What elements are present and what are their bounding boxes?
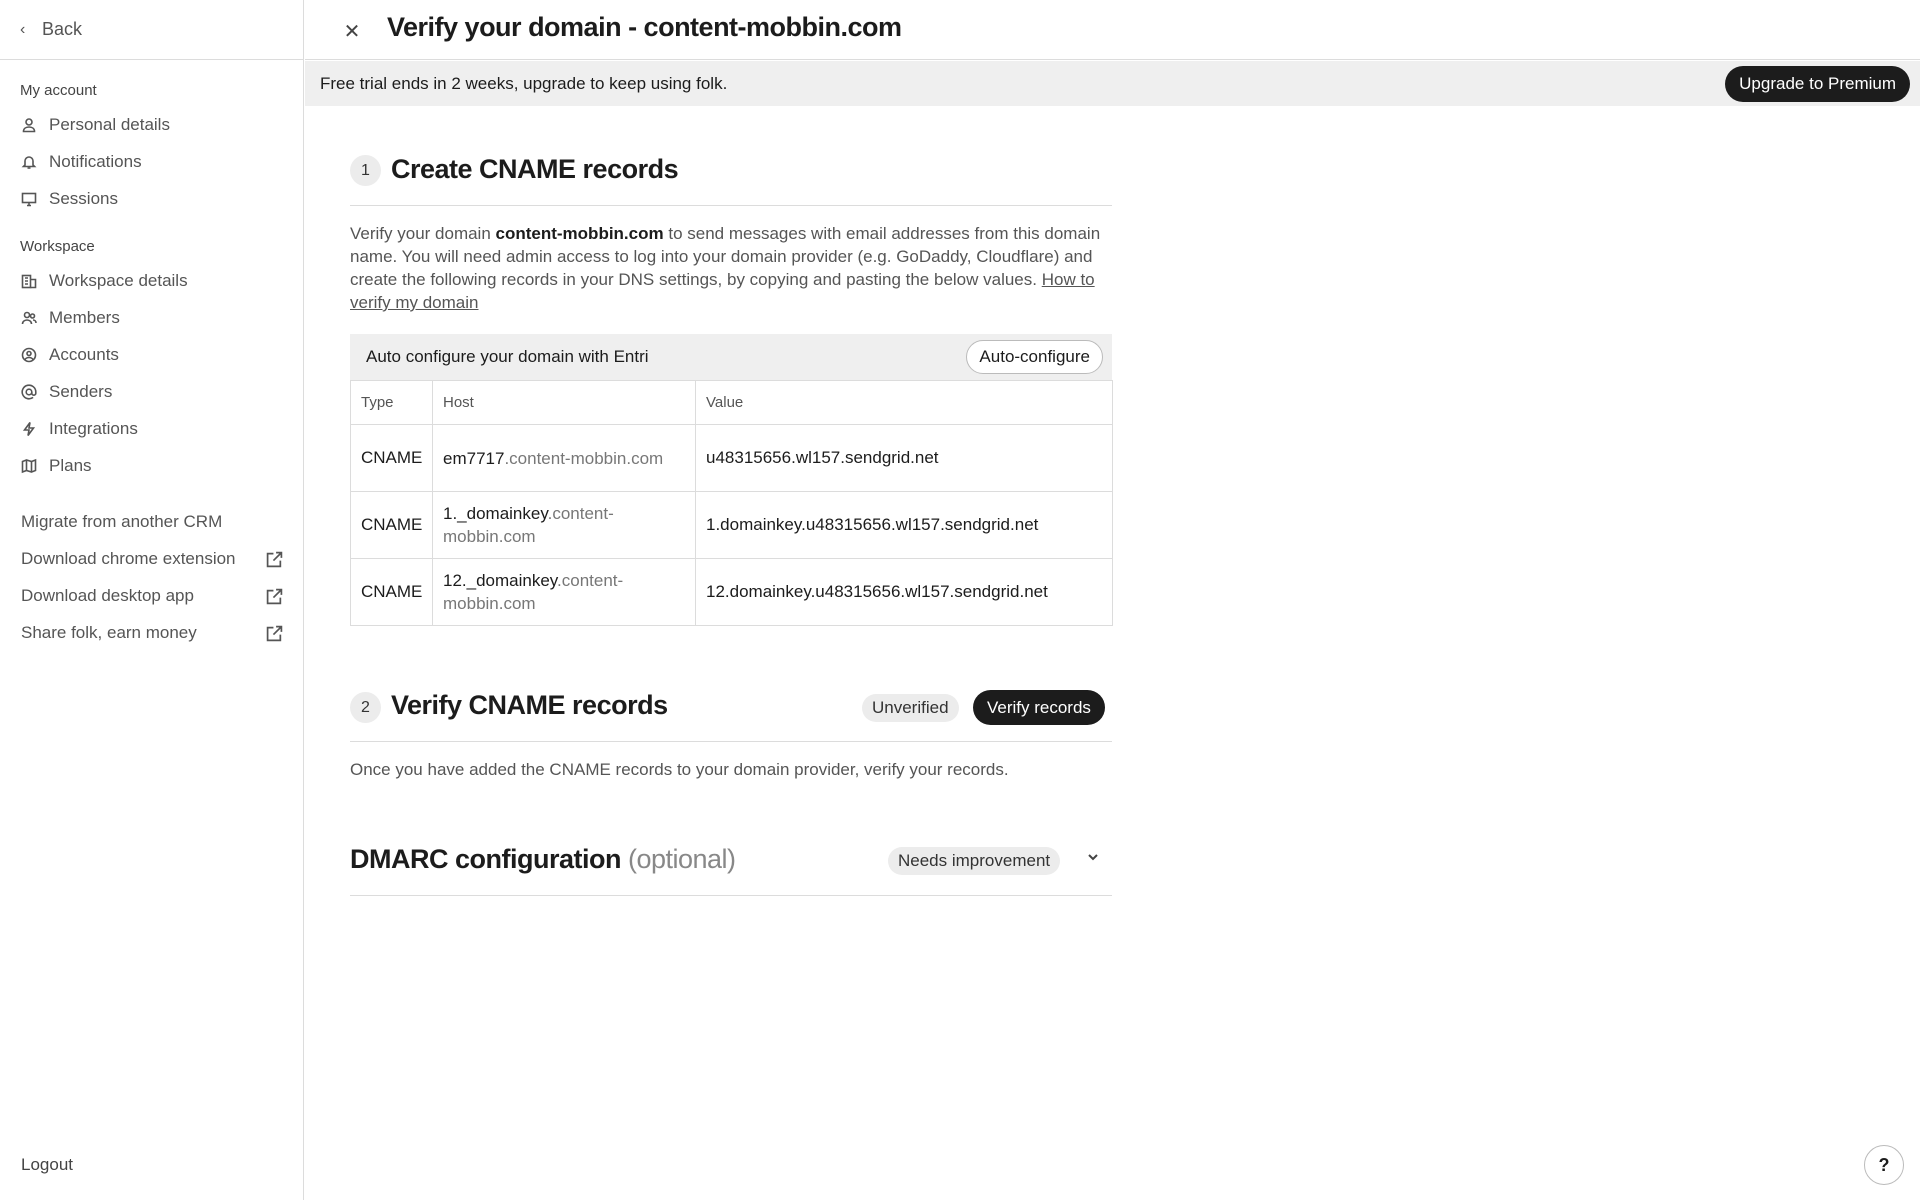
sidebar-item-plans[interactable] xyxy=(20,451,92,481)
cname-records-table xyxy=(350,334,1112,626)
sidebar-item-workspace-details[interactable] xyxy=(20,266,188,296)
page-title: Verify your domain - content-mobbin.com xyxy=(387,12,902,42)
description-text: Verify your domain xyxy=(350,224,496,243)
workspace-heading: Workspace xyxy=(20,238,95,255)
link-label: Download chrome extension xyxy=(21,549,236,568)
dmarc-title[interactable] xyxy=(350,844,736,875)
sidebar-item-label: Senders xyxy=(49,382,113,401)
how-to-verify-link[interactable]: How to verify my domain xyxy=(350,270,1095,312)
sidebar-item-integrations[interactable] xyxy=(20,414,138,444)
sidebar-item-members[interactable] xyxy=(20,303,120,333)
table-row xyxy=(351,559,1113,626)
divider xyxy=(350,895,1112,896)
trial-banner-text: Free trial ends in 2 weeks, upgrade to keep using folk. xyxy=(320,74,728,93)
host-sub: .content-mobbin.com xyxy=(443,504,614,546)
sidebar-item-label: Integrations xyxy=(49,419,138,438)
column-header-type: Type xyxy=(351,381,433,425)
optional-label: (optional) xyxy=(627,844,736,874)
bolt-icon xyxy=(20,420,38,438)
close-icon[interactable]: ✕ xyxy=(343,20,361,43)
bell-icon xyxy=(20,153,38,171)
sidebar xyxy=(0,0,304,1200)
sidebar-item-accounts[interactable] xyxy=(20,340,119,370)
back-label: Back xyxy=(42,19,83,39)
person-icon xyxy=(20,116,38,134)
record-host[interactable] xyxy=(433,425,696,492)
chevron-left-icon: ‹ xyxy=(20,20,26,38)
host-main: 1._domainkey xyxy=(443,504,548,523)
help-button[interactable]: ? xyxy=(1864,1145,1904,1185)
download-chrome-extension-link[interactable] xyxy=(21,544,283,574)
external-link-icon xyxy=(266,551,283,568)
external-link-icon xyxy=(266,625,283,642)
auto-configure-text: Auto configure your domain with Entri xyxy=(366,347,649,366)
chevron-down-icon[interactable] xyxy=(1086,850,1106,870)
record-host[interactable] xyxy=(433,559,696,626)
migrate-crm-link[interactable] xyxy=(21,507,283,537)
external-link-icon xyxy=(266,588,283,605)
dmarc-title-text: DMARC configuration xyxy=(350,844,621,874)
logout-button[interactable]: Logout xyxy=(21,1155,73,1174)
auto-configure-bar xyxy=(350,334,1112,380)
link-label: Share folk, earn money xyxy=(21,623,197,642)
people-icon xyxy=(20,309,38,327)
table-row xyxy=(351,425,1113,492)
sidebar-item-label: Accounts xyxy=(49,345,119,364)
section-description: Once you have added the CNAME records to your domain provider, verify your records. xyxy=(350,760,1009,779)
host-main: 12._domainkey xyxy=(443,571,558,590)
sidebar-item-label: Sessions xyxy=(49,189,118,208)
divider xyxy=(350,205,1112,206)
sidebar-item-label: Plans xyxy=(49,456,92,475)
record-type: CNAME xyxy=(351,559,433,626)
monitor-icon xyxy=(20,190,38,208)
section-title: Create CNAME records xyxy=(391,154,679,184)
verify-records-button[interactable]: Verify records xyxy=(973,690,1105,725)
record-value[interactable]: 12.domainkey.u48315656.wl157.sendgrid.net xyxy=(696,559,1113,626)
sidebar-item-label: Notifications xyxy=(49,152,142,171)
record-value[interactable]: u48315656.wl157.sendgrid.net xyxy=(696,425,1113,492)
host-sub: .content-mobbin.com xyxy=(443,571,624,613)
record-host[interactable] xyxy=(433,492,696,559)
my-account-heading: My account xyxy=(20,82,97,99)
at-icon xyxy=(20,383,38,401)
sidebar-item-label: Personal details xyxy=(49,115,170,134)
step-number: 1 xyxy=(350,155,381,186)
table-row xyxy=(351,492,1113,559)
status-badge: Unverified xyxy=(862,694,959,722)
download-desktop-app-link[interactable] xyxy=(21,581,283,611)
record-value[interactable]: 1.domainkey.u48315656.wl157.sendgrid.net xyxy=(696,492,1113,559)
link-label: Migrate from another CRM xyxy=(21,512,223,531)
sidebar-item-sessions[interactable] xyxy=(20,184,118,214)
dmarc-status-badge: Needs improvement xyxy=(888,847,1060,875)
description-text: to send messages with email addresses from this domain name. You will need admin access to log into your domain provider (e.g. GoDaddy, Cloudflare) and create the following records in your DNS settings, by copying and pasting the below values. xyxy=(350,224,1101,289)
records-table xyxy=(350,380,1113,626)
record-type: CNAME xyxy=(351,492,433,559)
divider xyxy=(350,741,1112,742)
map-icon xyxy=(20,457,38,475)
column-header-value: Value xyxy=(696,381,1113,425)
section-title: Verify CNAME records xyxy=(391,690,668,720)
sidebar-item-senders[interactable] xyxy=(20,377,112,407)
section-description xyxy=(350,222,1110,314)
sidebar-item-label: Members xyxy=(49,308,120,327)
share-folk-link[interactable] xyxy=(21,618,283,648)
column-header-host: Host xyxy=(433,381,696,425)
sidebar-item-label: Workspace details xyxy=(49,271,188,290)
record-type: CNAME xyxy=(351,425,433,492)
link-label: Download desktop app xyxy=(21,586,194,605)
domain-name: content-mobbin.com xyxy=(495,224,664,243)
sidebar-item-personal-details[interactable] xyxy=(20,110,170,140)
trial-banner xyxy=(305,61,1920,106)
sidebar-item-notifications[interactable] xyxy=(20,147,142,177)
host-sub: .content-mobbin.com xyxy=(504,448,664,468)
upgrade-button[interactable]: Upgrade to Premium xyxy=(1725,66,1910,102)
back-button[interactable] xyxy=(0,0,303,60)
step-number: 2 xyxy=(350,692,381,723)
building-icon xyxy=(20,272,38,290)
auto-configure-button[interactable]: Auto-configure xyxy=(966,340,1103,374)
table-header-row xyxy=(351,381,1113,425)
user-circle-icon xyxy=(20,346,38,364)
host-main: em7717 xyxy=(443,448,505,468)
